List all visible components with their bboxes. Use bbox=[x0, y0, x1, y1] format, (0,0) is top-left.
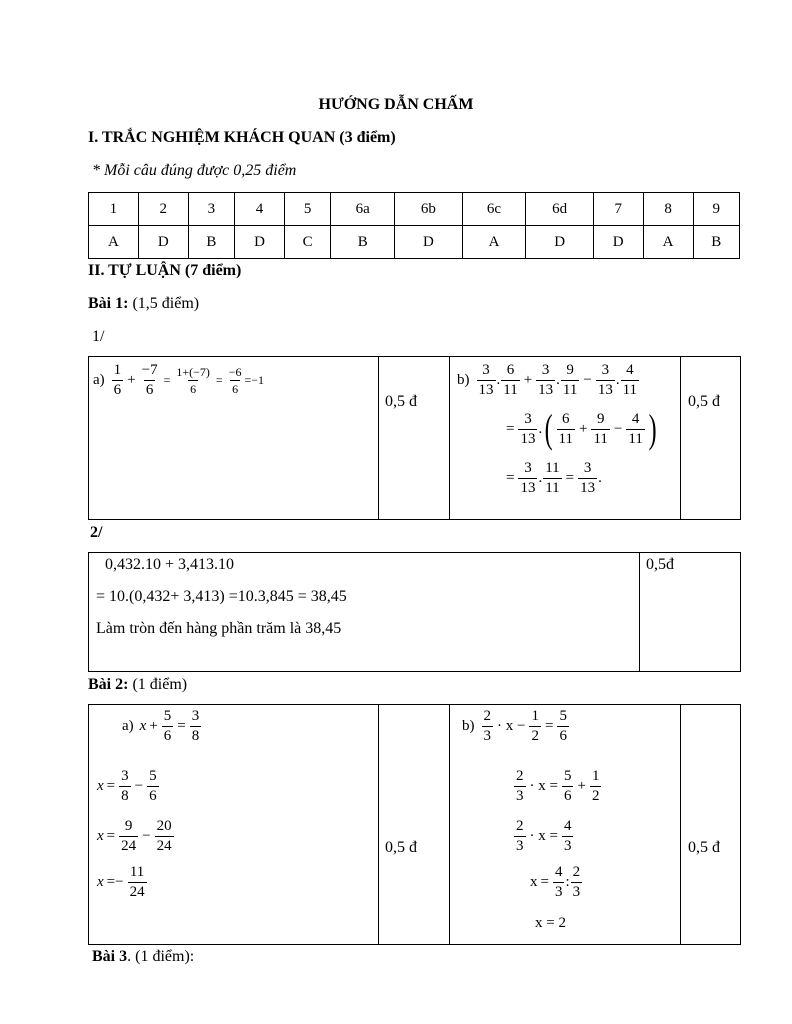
question-number: 9 bbox=[693, 193, 739, 226]
question-number: 7 bbox=[593, 193, 643, 226]
scoring-note: * Mỗi câu đúng được 0,25 điểm bbox=[92, 162, 297, 179]
bai1-part1-box bbox=[88, 356, 741, 520]
answer-cell: A bbox=[462, 226, 526, 259]
bai1-b-score: 0,5 đ bbox=[688, 393, 720, 410]
bai2-a-line1: a) x + $\frac{5}{6}$ = $\frac{3}{8}$ bbox=[122, 708, 200, 744]
answer-cell: A bbox=[89, 226, 139, 259]
bai2-b-line1: b) $\frac{2}{3}$ · x − $\frac{1}{2}$ = $\frac{5}{6}$ bbox=[462, 708, 567, 744]
answer-cell: A bbox=[643, 226, 693, 259]
bai1-b-line3: = $\frac{3}{13}$ . $\frac{11}{11}$ = $\frac{3}{13}$ . bbox=[506, 460, 602, 496]
bai2-b-label: b) bbox=[462, 718, 475, 734]
section2-heading: II. TỰ LUẬN (7 điểm) bbox=[88, 262, 242, 279]
bai1-heading bbox=[88, 295, 199, 313]
question-number: 4 bbox=[235, 193, 285, 226]
bai2-a-label: a) bbox=[122, 718, 134, 734]
bai2-b-line4: x = $\frac{4}{3}$ : $\frac{2}{3}$ bbox=[530, 864, 581, 900]
bai3-heading bbox=[92, 948, 194, 966]
question-number: 6b bbox=[395, 193, 462, 226]
bai1-label: Bài 1: bbox=[88, 295, 129, 312]
bai1-part2-box bbox=[88, 552, 741, 672]
answer-table bbox=[88, 192, 740, 259]
bai2-a-line3: x = $\frac{9}{24}$ − $\frac{20}{24}$ bbox=[97, 818, 172, 854]
question-number: 8 bbox=[643, 193, 693, 226]
table-row bbox=[89, 226, 740, 259]
question-number: 1 bbox=[89, 193, 139, 226]
answer-cell: D bbox=[138, 226, 188, 259]
bai2-label: Bài 2: bbox=[88, 676, 129, 693]
bai2-heading bbox=[88, 676, 187, 694]
bai1-c-line1: 0,432.10 + 3,413.10 bbox=[105, 556, 235, 573]
question-number: 6d bbox=[526, 193, 593, 226]
bai2-a-line4: x =− $\frac{11}{24}$ bbox=[97, 864, 145, 900]
section1-heading: I. TRẮC NGHIỆM KHÁCH QUAN (3 điểm) bbox=[88, 129, 396, 146]
bai2-b-score: 0,5 đ bbox=[688, 839, 720, 856]
bai2-b-line2: $\frac{2}{3}$ · x = $\frac{5}{6}$ + $\frac{1}{2}$ bbox=[516, 768, 600, 804]
question-number: 3 bbox=[188, 193, 234, 226]
bai2-b-line5: x = 2 bbox=[535, 915, 566, 931]
answer-cell: D bbox=[593, 226, 643, 259]
question-number: 6c bbox=[462, 193, 526, 226]
bai2-box bbox=[88, 704, 741, 945]
bai2-points: (1 điểm) bbox=[132, 676, 188, 693]
bai3-points: . (1 điểm): bbox=[127, 948, 195, 965]
answer-cell: B bbox=[331, 226, 395, 259]
answer-cell: C bbox=[284, 226, 330, 259]
answer-cell: D bbox=[526, 226, 593, 259]
answer-cell: D bbox=[235, 226, 285, 259]
bai1-b-line1: b) $\frac{3}{13}$ . $\frac{6}{11}$ + $\frac{3}{13}$ . $\frac{9}{11}$ − $\frac{3}{13}$ . $\frac{4}{11}$ bbox=[457, 362, 638, 398]
bai1-b-line2: = $\frac{3}{13}$ . ( $\frac{6}{11}$ + $\frac{9}{11}$ − $\frac{4}{11}$ ) bbox=[506, 406, 657, 451]
bai1-a-score: 0,5 đ bbox=[385, 393, 417, 410]
bai2-a-line2: x = $\frac{3}{8}$ − $\frac{5}{6}$ bbox=[97, 768, 157, 804]
document-title: HƯỚNG DẪN CHẤM bbox=[318, 96, 474, 113]
bai1-c-score: 0,5đ bbox=[646, 556, 674, 573]
bai1-b-label: b) bbox=[457, 372, 470, 388]
part1-label: 1/ bbox=[92, 328, 105, 345]
bai3-label: Bài 3 bbox=[92, 948, 128, 965]
bai1-points: (1,5 điểm) bbox=[132, 295, 200, 312]
question-number: 5 bbox=[284, 193, 330, 226]
bai2-a-score: 0,5 đ bbox=[385, 839, 417, 856]
answer-cell: B bbox=[693, 226, 739, 259]
table-row bbox=[89, 193, 740, 226]
answer-cell: D bbox=[395, 226, 462, 259]
bai1-c-line2: = 10.(0,432+ 3,413) =10.3,845 = 38,45 bbox=[96, 588, 347, 605]
bai1-a-expression: a) $\frac{1}{6}$ + $\frac{-7}{6}$ = $\frac{1+(-7)}{6}$ = $\frac{-6}{6}$ =−1 bbox=[93, 362, 265, 398]
answer-cell: B bbox=[188, 226, 234, 259]
bai1-a-label: a) bbox=[93, 372, 105, 388]
bai2-b-line3: $\frac{2}{3}$ · x = $\frac{4}{3}$ bbox=[516, 818, 572, 854]
question-number: 2 bbox=[138, 193, 188, 226]
question-number: 6a bbox=[331, 193, 395, 226]
bai1-c-line3: Làm tròn đến hàng phần trăm là 38,45 bbox=[96, 620, 342, 637]
part2-label: 2/ bbox=[90, 524, 103, 541]
